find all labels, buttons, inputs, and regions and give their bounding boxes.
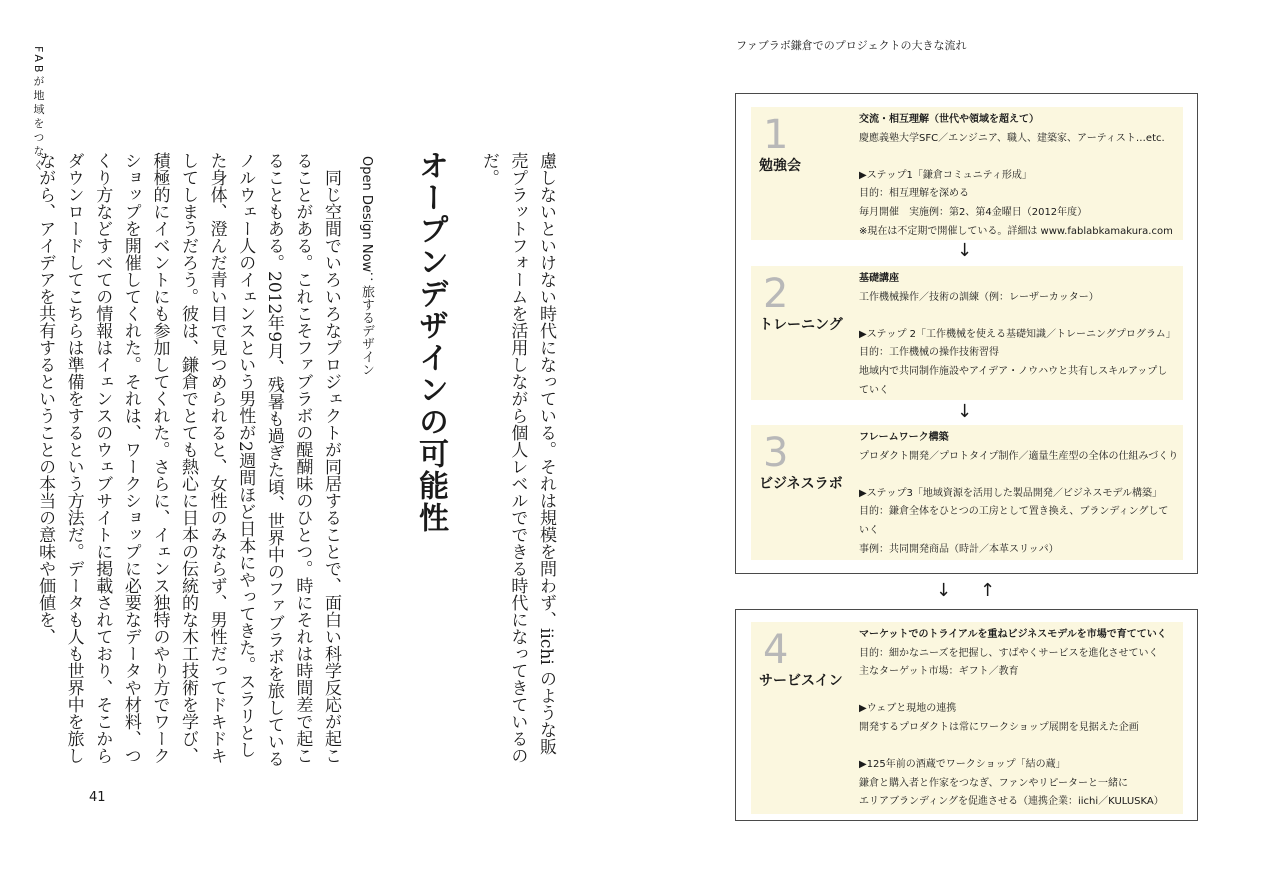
- step-line: いく: [859, 524, 879, 536]
- step-details: [859, 429, 1181, 559]
- arrow-down-icon: ↓: [957, 240, 973, 261]
- step-label: ビジネスラボ: [759, 476, 843, 492]
- step-line: [859, 307, 1181, 326]
- step-label: サービスイン: [759, 673, 843, 689]
- step-line: [859, 682, 1181, 701]
- section-subheading: Open Design Now：旅するデザイン: [359, 156, 374, 377]
- step-line: 目的：鎌倉全体をひとつの工房として置き換え、ブランディングして: [859, 506, 1169, 518]
- step-line: 工作機械操作／技術の訓練（例：レーザーカッター）: [859, 291, 1099, 303]
- step-number: 2: [763, 271, 789, 317]
- step-label: トレーニング: [759, 317, 843, 333]
- step-details: [859, 270, 1181, 400]
- step-line: ▶ステップ 2「工作機械を使える基礎知識／トレーニングプログラム」: [859, 328, 1176, 340]
- step-line: 慶應義塾大学SFC／エンジニア、職人、建築家、アーティスト…etc.: [859, 132, 1165, 144]
- paragraph-main: 同じ空間でいろいろなプロジェクトが同居することで、面白い科学反応が起こることがある。これこそファブラボの醍醐味のひとつ。時にそれは時間差で起こることもある。2012年9月、残暑も過ぎた頃、世界中のファブラボを旅しているノルウェー人のイェンスという男性が2週間ほど日本にやってきた。スラリとした身体、澄んだ青い目で見つめられると、女性のみならず、男性だってドキドキしてしまうだろう。彼は、鎌倉でとても熱心に日本の伝統的な木工技術を学び、積極的にイベントにも参加してくれた。さらに、イェンス独特のやり方でワークショップを開催してくれた。それは、ワークショップに必要なデータや材料、つくり方などすべての情報はイェンスのウェブサイトに掲載されており、そこからダウンロードしてこちらは準備をするという方法だ。データも人も世界中を旅しながら、アイデアを共有するということの本当の意味や価値を、: [35, 152, 341, 768]
- paragraph-continued: 慮しないといけない時代になっている。それは規模を問わず、iichi のような販売プラットフォームを活用しながら個人レベルでできる時代になってきているのだ。: [478, 152, 556, 764]
- step-number: 1: [763, 112, 789, 158]
- step-details: [859, 111, 1181, 241]
- step-line: 目的：工作機械の操作技術習得: [859, 347, 999, 359]
- step-line: 開発するプロダクトは常にワークショップ展開を見据えた企画: [859, 721, 1139, 733]
- step-line: ▶ステップ1「鎌倉コミュニティ形成」: [859, 169, 1032, 181]
- step-number: 3: [763, 430, 789, 476]
- step-line: フレームワーク構築: [859, 432, 949, 443]
- step-line: ▶ステップ3「地域資源を活用した製品開発／ビジネスモデル構築」: [859, 487, 1163, 499]
- step-line: 目的：相互理解を深める: [859, 188, 969, 200]
- step-line: 主なターゲット市場：ギフト／教育: [859, 666, 1019, 678]
- step-line: 事例：共同開発商品（時計／本革スリッパ）: [859, 543, 1059, 555]
- step-line: エリアブランディングを促進させる（連携企業：iichi／KULUSKA）: [859, 796, 1164, 808]
- step-line: ▶125年前の酒蔵でワークショップ「結の蔵」: [859, 759, 1066, 771]
- step-line: プロダクト開発／プロトタイプ制作／適量生産型の全体の仕組みづくり: [859, 450, 1179, 462]
- step-line: ▶ウェブと現地の連携: [859, 703, 957, 715]
- step-line: 目的：細かなニーズを把握し、すばやくサービスを進化させていく: [859, 647, 1159, 659]
- running-head: FABが地域をつなぐ: [32, 46, 45, 174]
- step-line: ※現在は不定期で開催している。詳細は www.fablabkamakura.com: [859, 225, 1173, 237]
- arrow-down-icon: ↓: [957, 401, 973, 422]
- step-details: [859, 626, 1181, 812]
- arrow-up-icon: ↑: [980, 580, 996, 601]
- step-line: [859, 738, 1181, 757]
- step-line: 交流・相互理解（世代や領域を超えて）: [859, 114, 1039, 125]
- flow-step-4: [751, 622, 1183, 814]
- step-line: ていく: [859, 384, 889, 396]
- flow-step-2: [751, 266, 1183, 400]
- step-number: 4: [763, 627, 789, 673]
- flow-step-1: [751, 107, 1183, 240]
- step-line: [859, 148, 1181, 167]
- section-heading: オープンデザインの可能性: [413, 150, 448, 534]
- step-line: 鎌倉と購入者と作家をつなぎ、ファンやリピーターと一緒に: [859, 777, 1128, 789]
- page-number: 41: [89, 790, 106, 805]
- figure-header: ファブラボ鎌倉でのプロジェクトの大きな流れ: [736, 39, 967, 52]
- step-line: 地域内で共同制作施設やアイデア・ノウハウと共有しスキルアップし: [859, 365, 1168, 377]
- step-line: 毎月開催 実施例：第2、第4金曜日（2012年度）: [859, 206, 1088, 218]
- step-line: 基礎講座: [859, 273, 899, 284]
- flow-step-3: [751, 425, 1183, 560]
- step-line: マーケットでのトライアルを重ねビジネスモデルを市場で育てていく: [859, 629, 1167, 640]
- step-label: 勉強会: [759, 158, 801, 174]
- body-paragraph-main: [35, 152, 345, 772]
- body-text: [474, 152, 560, 772]
- step-line: [859, 466, 1181, 485]
- arrow-down-icon: ↓: [936, 580, 952, 601]
